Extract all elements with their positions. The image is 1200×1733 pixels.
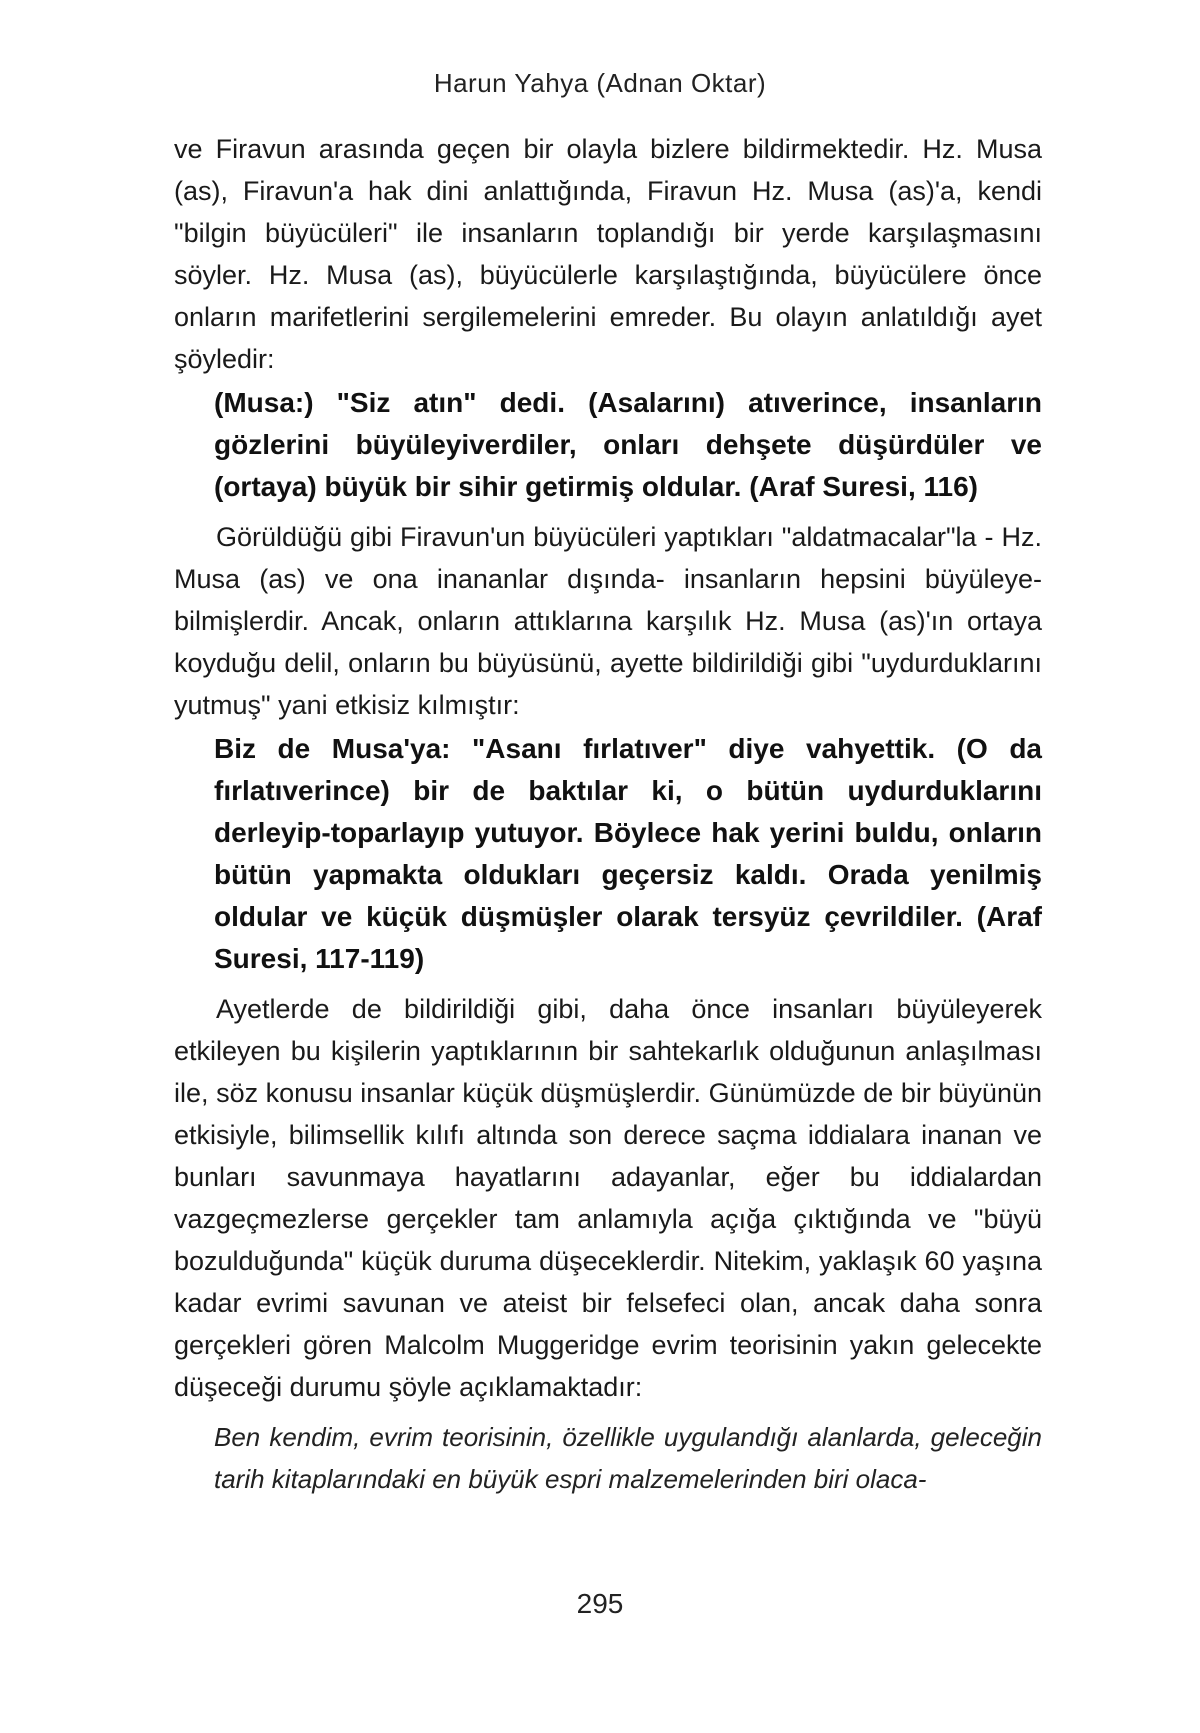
verse-quote-araf-117-119: Biz de Musa'ya: "Asanı fırlatıver" diye vahyettik. (O da fırlatıverince) bir de baktılar ki, o bütün uydurduklarını derleyip-toparlayıp yutuyor. Böylece hak yerini buldu, onların bütün yapmakta oldukları geçersiz kaldı. Orada yenilmiş oldular ve küçük düşmüşler olarak tersyüz çevrildiler. (Araf Suresi, 117-119) bbox=[214, 733, 1042, 974]
body-paragraph-2: Görüldüğü gibi Firavun'un büyücüleri yaptıkları "aldatmacalar"la - Hz. Musa (as) ve ona inananlar dışında- insanların hepsini büyüleyebilmişlerdir. Ancak, onların attıklarına karşılık Hz. Musa (as)'ın ortaya koyduğu delil, onların bu büyüsünü, ayette bildirildiği gibi "uydurduklarını yutmuş" yani etkisiz kılmıştır: bbox=[174, 522, 1042, 720]
muggeridge-quote: Ben kendim, evrim teorisinin, özellikle uygulandığı alanlarda, geleceğin tarih kitaplarındaki en büyük espri malzemelerinden biri olaca- bbox=[214, 1422, 1042, 1494]
verse-quote-araf-116: (Musa:) "Siz atın" dedi. (Asalarını) atıverince, insanların gözlerini büyüleyiverdiler, onları dehşete düşürdüler ve (ortaya) büyük bir sihir getirmiş oldular. (Araf Suresi, 116) bbox=[214, 387, 1042, 502]
running-header: Harun Yahya (Adnan Oktar) bbox=[433, 68, 767, 98]
page-body bbox=[174, 128, 1042, 1500]
page-number: 295 bbox=[576, 1588, 624, 1619]
body-paragraph-3: Ayetlerde de bildirildiği gibi, daha önce insanları büyüleyerek etkileyen bu kişilerin yaptıklarının bir sahtekarlık olduğunun anlaşılması ile, söz konusu insanlar küçük düşmüşlerdir. Günümüzde de bir büyünün etkisiyle, bilimsellik kılıfı altında son derece saçma iddialara inanan ve bunları savunmaya hayatlarını adayanlar, eğer bu iddialardan vazgeçmezlerse gerçekler tam anlamıyla açığa çıktığında ve "büyü bozulduğunda" küçük duruma düşeceklerdir. Nitekim, yaklaşık 60 yaşına kadar evrimi savunan ve ateist bir felsefeci olan, ancak daha sonra gerçekleri gören Malcolm Muggeridge evrim teorisinin yakın gelecekte düşeceği durumu şöyle açıklamaktadır: bbox=[174, 994, 1042, 1402]
body-paragraph-1: ve Firavun arasında geçen bir olayla bizlere bildirmektedir. Hz. Musa (as), Firavun'a hak dini anlattığında, Firavun Hz. Musa (as)'a, kendi "bilgin büyücüleri" ile insanların toplandığı bir yerde karşılaşmasını söyler. Hz. Musa (as), büyücülerle karşılaştığında, büyücülere önce onların marifetlerini sergilemelerini emreder. Bu olayın anlatıldığı ayet şöyledir: bbox=[174, 134, 1042, 374]
